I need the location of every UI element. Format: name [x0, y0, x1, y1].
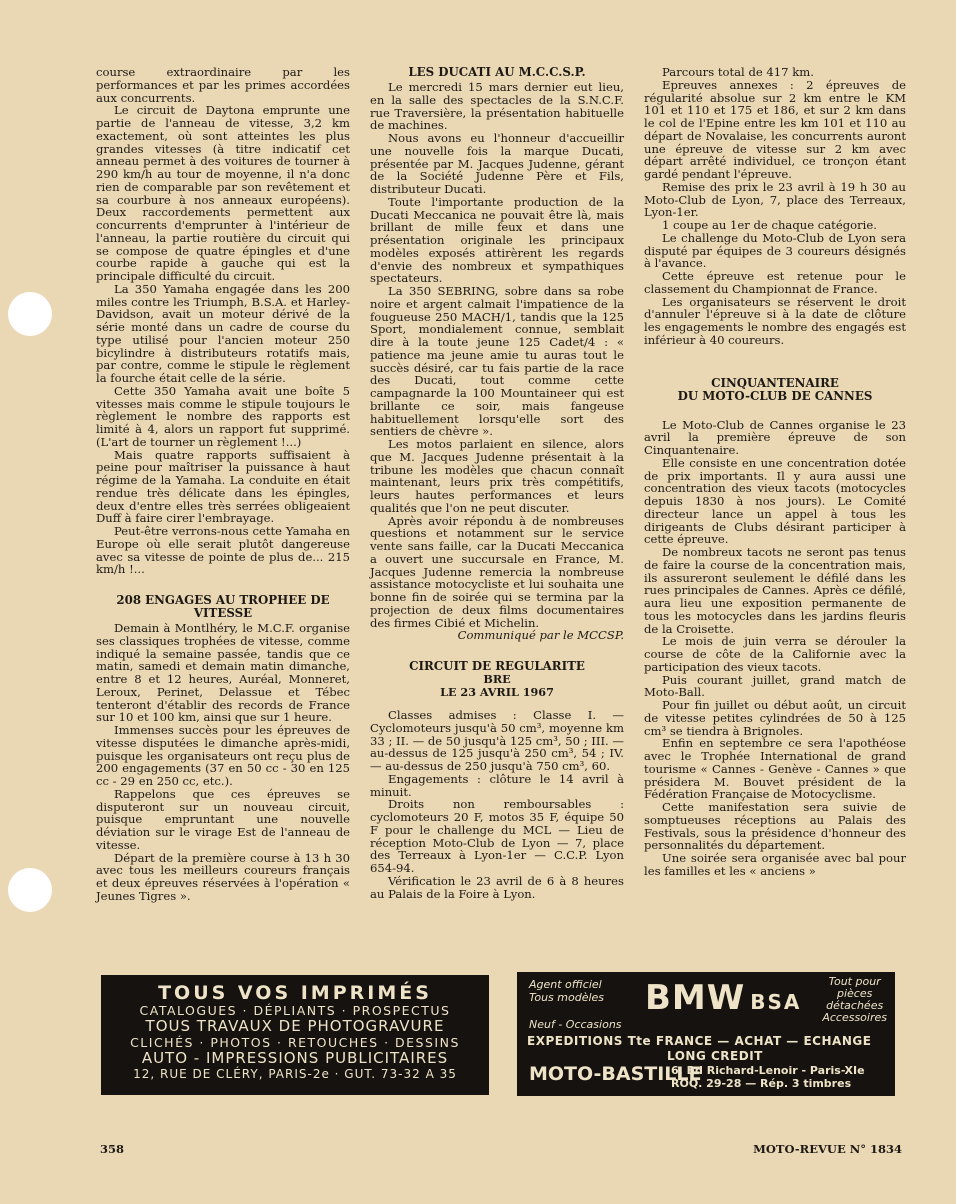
- paragraph: Le Moto-Club de Cannes organise le 23 avril la première épreuve de son Cinquantenaire.: [644, 417, 906, 457]
- ad-line: CATALOGUES · DÉPLIANTS · PROSPECTUS: [139, 1003, 451, 1018]
- paragraph: Parcours total de 417 km.: [662, 65, 814, 79]
- column-2: [370, 66, 624, 900]
- bmw-bsa-advertisement: [517, 972, 895, 1096]
- paragraph: Une soirée sera organisée avec bal pour les familles et les « anciens »: [644, 851, 906, 878]
- paragraph: De nombreux tacots ne seront pas tenus de faire la course de la concentration mais, ils assureront seulement le défilé dans les rues principales de Cannes. Après ce défilé, aura lieu une exposition permanente de tous les motocycles dans les jardins fleuris de la Croisette.: [644, 545, 906, 636]
- paragraph: La 350 SEBRING, sobre dans sa robe noire et argent calmait l'impatience de la fougueuse 250 MACH/1, tandis que la 125 Sport, mondialement connue, semblait dire à la toute jeune 125 Cadet/4 : « patience ma jeune amie tu auras tout le succès désiré, car tu fais partie de la race des Ducati, tout comme cette campagnarde la 100 Mountaineer qui est brillante ce soir, mais fangeuse habituellement lorsqu'elle sort des sentiers de chèvre ».: [370, 284, 624, 439]
- moto-bastille-name: MOTO-BASTILLE: [529, 1063, 702, 1085]
- paragraph: course extraordinaire par les performances et par les primes accordées aux concurrents.: [96, 65, 350, 105]
- magazine-issue: MOTO-REVUE N° 1834: [753, 1142, 902, 1156]
- paragraph: Après avoir répondu à de nombreuses questions et notamment sur le service vente sans faille, car la Ducati Meccanica a ouvert une succursale en France, M. Jacques Judenne remercia la nombreuse assistance motocycliste et lui souhaita une bonne fin de soirée qui se termina par la projection de deux films documentaires des firmes Cibié et Michelin.: [370, 513, 624, 630]
- ad-neuf-occasions: Neuf - Occasions: [529, 1018, 622, 1031]
- ad-parts-line: Tout pour: [828, 975, 881, 988]
- ad-line: CLICHÉS · PHOTOS · RETOUCHES · DESSINS: [130, 1035, 460, 1050]
- paragraph: Toute l'importante production de la Ducati Meccanica ne pouvait être là, mais brillant de mille feux et dans une présentation originale les principaux modèles exposés attirèrent les regards d'envie des nombreux et sympathiques spectateurs.: [370, 194, 624, 286]
- ad-address: [671, 1064, 865, 1090]
- ad-parts-line: détachées: [826, 999, 884, 1012]
- paragraph: Le mois de juin verra se dérouler la course de côte de la Californie avec la participation des vieux tacots.: [644, 634, 906, 674]
- ad-line: AUTO - IMPRESSIONS PUBLICITAIRES: [141, 1049, 449, 1067]
- paragraph: Puis courant juillet, grand match de Moto-Ball.: [644, 672, 906, 700]
- paragraph: 1 coupe au 1er de chaque catégorie.: [662, 218, 877, 232]
- article-heading: LES DUCATI AU M.C.C.S.P.: [408, 65, 586, 79]
- paragraph: Engagements : clôture le 14 avril à minuit.: [370, 771, 624, 799]
- paragraph: Cette 350 Yamaha avait une boîte 5 vitesses mais comme le stipule toujours le règlement le nombre des rapports est limité à 4, alors un rapport fut supprimé. (L'art de tourner un règlement !...): [96, 383, 350, 449]
- bsa-logo-text: - BSA: [731, 990, 802, 1014]
- ad-credit: LONG CREDIT: [667, 1049, 763, 1063]
- paragraph: Demain à Montlhéry, le M.C.F. organise ses classiques trophées de vitesse, comme indiqué la semaine passée, tandis que ce matin, samedi et demain matin dimanche, entre 8 et 12 heures, Auréal, Monneret, Leroux, Perinet, Delassue et Tébec tenteront d'établir des records de France sur 10 et 100 km, ainsi que sur 1 heure.: [96, 621, 350, 725]
- paragraph: Rappelons que ces épreuves se disputeront sur un nouveau circuit, puisque empruntant une nouvelle déviation sur le virage Est de l'anneau de vitesse.: [96, 786, 350, 852]
- ad-parts-text: [822, 976, 887, 1024]
- article-heading: CIRCUIT DE REGULARITE: [409, 659, 585, 673]
- paragraph: Enfin en septembre ce sera l'apothéose avec le Trophée International de grand tourisme « Cannes - Genève - Cannes » que présidera M. Bouvet président de la Fédération Française de Motocyclisme.: [644, 736, 906, 802]
- punch-hole-bottom: [8, 868, 52, 912]
- paragraph: Droits non remboursables : cyclomoteurs 20 F, motos 35 F, équipe 50 F pour le challenge du MCL — Lieu de réception Moto-Club de Lyon — 7, place des Terreaux à Lyon-1er — C.C.P. Lyon 654-94.: [370, 797, 624, 875]
- article-signature: Communiqué par le MCCSP.: [457, 628, 624, 643]
- printing-advertisement: [101, 975, 489, 1095]
- paragraph: Pour fin juillet ou début août, un circuit de vitesse petites cylindrées de 50 à 125 cm³ se tiendra à Brignoles.: [644, 698, 906, 738]
- ad-line: TOUS TRAVAUX DE PHOTOGRAVURE: [145, 1017, 445, 1035]
- paragraph: Cette manifestation sera suivie de somptueuses réceptions au Palais des Festivals, sous la présidence d'honneur des personnalités du département.: [644, 800, 906, 853]
- bmw-logo-text: BMW: [645, 978, 746, 1018]
- paragraph: Mais quatre rapports suffisaient à peine pour maîtriser la puissance à haut régime de la Yamaha. La conduite en était rendue très délicate dans les épingles, deux d'entre elles très serrées obligeaient Duff à faire cirer l'embrayage.: [96, 447, 350, 526]
- paragraph: La 350 Yamaha engagée dans les 200 miles contre les Triumph, B.S.A. et Harley-Davidson, avait un moteur dérivé de la série monté dans un cadre de course du type utilisé pour l'ancien moteur 250 bicylindre à distributeurs rotatifs mais, par contre, comme le stipule le règlement la fourche était celle de la série.: [96, 281, 350, 385]
- paragraph: Le challenge du Moto-Club de Lyon sera disputé par équipes de 3 coureurs désignés à l'avance.: [644, 230, 906, 271]
- ad-expeditions: EXPEDITIONS Tte FRANCE — ACHAT — ECHANGE: [527, 1034, 872, 1048]
- ad-address: 12, RUE DE CLÉRY, PARIS-2e · GUT. 73-32 A 35: [133, 1067, 457, 1081]
- paragraph: Vérification le 23 avril de 6 à 8 heures au Palais de la Foire à Lyon.: [370, 873, 624, 901]
- ad-agent-line: Agent officiel: [529, 978, 602, 991]
- article-heading: CINQUANTENAIRE: [711, 375, 839, 390]
- ad-agent-line: Tous modèles: [529, 991, 605, 1004]
- paragraph: Elle consiste en une concentration dotée de prix importants. Il y aura aussi une concentration des vieux tacots (motocycles depuis 1830 à nos jours). Le Comité directeur lance un appel à tous les dirigeants de Clubs désirant participer à cette épreuve.: [644, 455, 906, 547]
- page-number: 358: [100, 1142, 125, 1156]
- paragraph: Cette épreuve est retenue pour le classement du Championnat de France.: [644, 269, 906, 296]
- ad-address-line: ROQ. 29-28 — Rép. 3 timbres: [671, 1077, 852, 1090]
- ad-address-line: 6, Bd Richard-Lenoir - Paris-XIe: [671, 1064, 865, 1077]
- paragraph: Départ de la première course à 13 h 30 avec tous les meilleurs coureurs français et deux épreuves réservées à l'opération « Jeunes Tigres ».: [96, 850, 350, 903]
- column-3: [644, 66, 906, 878]
- paragraph: Epreuves annexes : 2 épreuves de régularité absolue sur 2 km entre le KM 101 et 110 et 175 et 186, et sur 2 km dans le col de l'Epine entre les km 101 et 110 au départ de Novalaise, les concurrents auront une épreuve de vitesse sur 2 km avec départ arrêté individuel, ce tronçon étant gardé pendant l'épreuve.: [644, 77, 906, 181]
- paragraph: Remise des prix le 23 avril à 19 h 30 au Moto-Club de Lyon, 7, place des Terreaux, Lyon-1er.: [644, 179, 906, 220]
- paragraph: Les motos parlaient en silence, alors que M. Jacques Judenne présentait à la tribune les modèles que chacun connaît maintenant, leurs prix très compétitifs, leurs hautes performances et leurs qualités que l'on ne peut discuter.: [370, 437, 624, 515]
- ad-parts-line: pièces: [836, 987, 873, 1000]
- paragraph: Nous avons eu l'honneur d'accueillir une nouvelle fois la marque Ducati, présentée par M. Jacques Judenne, gérant de la Société Judenne Père et Fils, distributeur Ducati.: [370, 131, 624, 196]
- article-heading-line: DU MOTO-CLUB DE CANNES: [677, 388, 873, 403]
- punch-hole-top: [8, 292, 52, 336]
- ad-headline: TOUS VOS IMPRIMÉS: [158, 982, 432, 1004]
- paragraph: Classes admises : Classe I. — Cyclomoteurs jusqu'à 50 cm³, moyenne km 33 ; II. — de 50 jusqu'à 125 cm³, 50 ; III. — au-dessus de 125 jusqu'à 250 cm³, 54 ; IV. — au-dessus de 250 jusqu'à 750 cm³, 60.: [370, 708, 624, 773]
- paragraph: Peut-être verrons-nous cette Yamaha en Europe où elle serait plutôt dangereuse avec sa vitesse de pointe de plus de... 215 km/h !...: [96, 524, 350, 577]
- article-heading: 208 ENGAGES AU TROPHEE DE VITESSE: [116, 593, 330, 620]
- paragraph: Les organisateurs se réservent le droit d'annuler l'épreuve si à la date de clôture les engagements le nombre des engagés est inférieur à 40 coureurs.: [644, 294, 906, 347]
- article-heading-date: LE 23 AVRIL 1967: [440, 685, 554, 699]
- paragraph: Le mercredi 15 mars dernier eut lieu, en la salle des spectacles de la S.N.C.F. rue Traversière, la présentation habituelle de machines.: [370, 80, 624, 133]
- ad-agent-text: [529, 978, 604, 1004]
- paragraph: Immenses succès pour les épreuves de vitesse disputées le dimanche après-midi, puisque les organisateurs ont reçu plus de 200 engagements (37 en 50 cc - 30 en 125 cc - 29 en 250 cc, etc.).: [96, 723, 350, 788]
- ad-parts-line: Accessoires: [822, 1011, 887, 1024]
- article-heading-line: BRE: [483, 672, 511, 686]
- column-1: [96, 66, 350, 903]
- paragraph: Le circuit de Daytona emprunte une partie de l'anneau de vitesse, 3,2 km exactement, où sont atteintes les plus grandes vitesses (à titre indicatif cet anneau permet à des voitures de tourner à 290 km/h au tour de moyenne, il n'a donc rien de comparable par son revêtement et sa courbure à nos anneaux européens). Deux raccordements permettent aux concurrents d'emprunter à l'intérieur de l'anneau, la partie routière du circuit qui se compose de quatre épingles et d'une courbe rapide à gauche qui est la principale difficulté du circuit.: [96, 103, 350, 283]
